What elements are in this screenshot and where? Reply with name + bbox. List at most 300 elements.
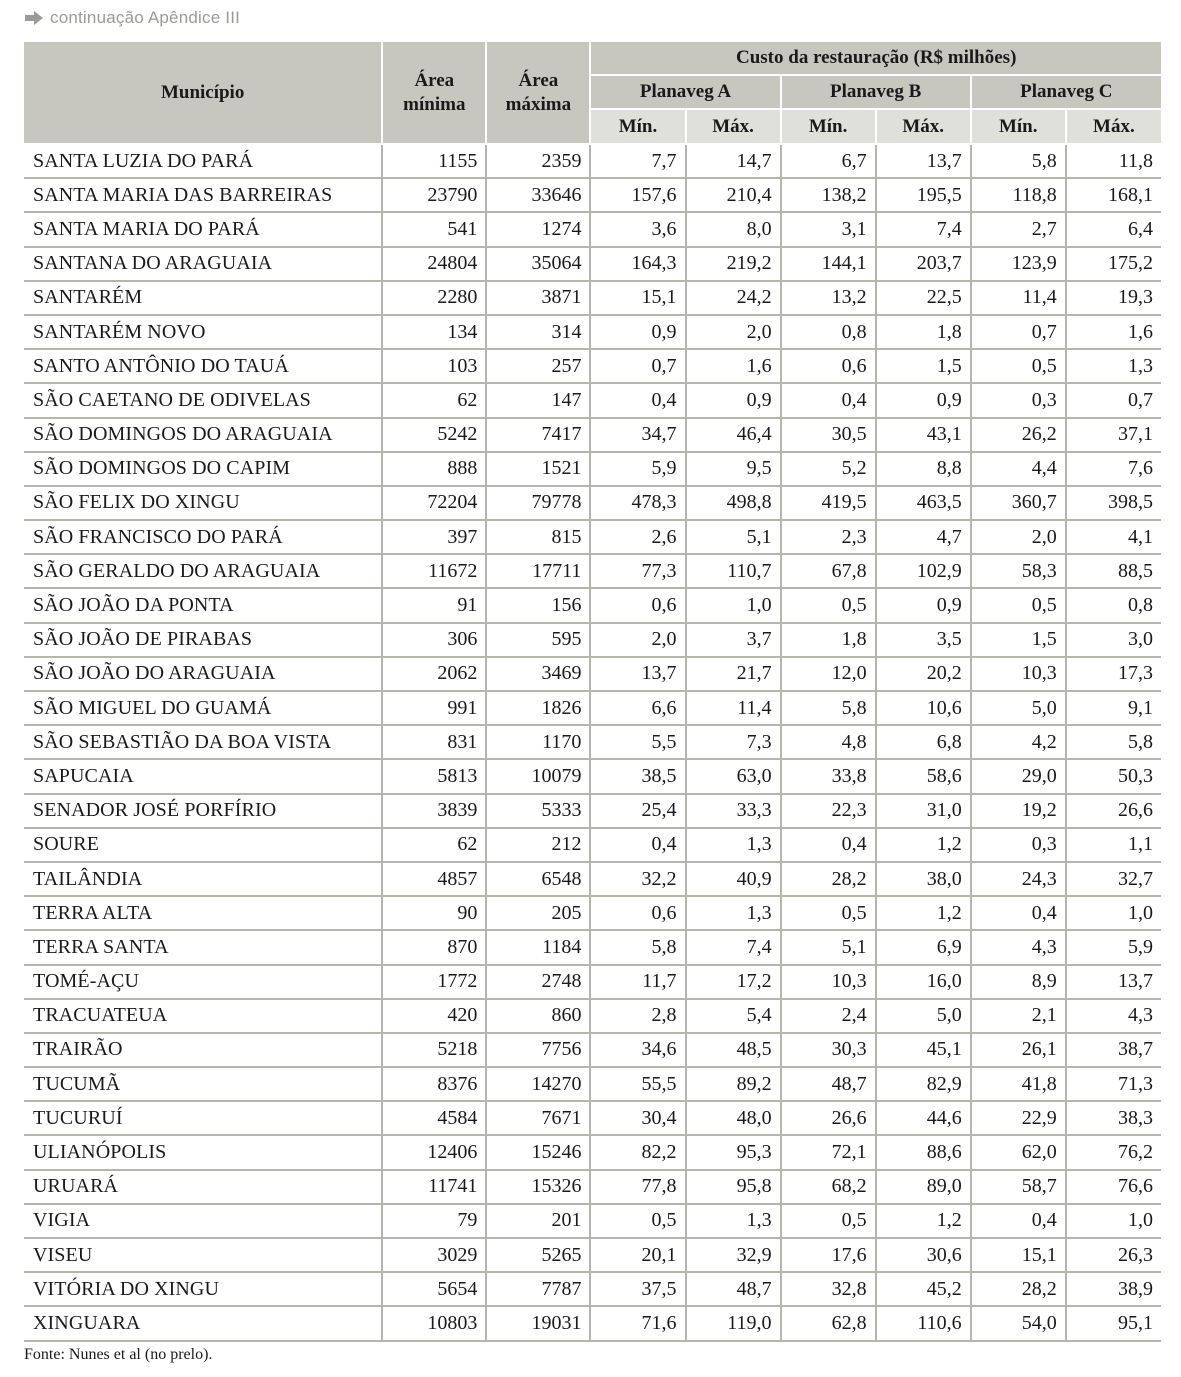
cell-planaveg-b-min: 1,8 xyxy=(781,623,876,657)
cell-planaveg-a-max: 95,3 xyxy=(686,1135,781,1169)
cell-planaveg-c-min: 2,1 xyxy=(971,999,1066,1033)
cell-planaveg-c-min: 10,3 xyxy=(971,657,1066,691)
cell-planaveg-c-max: 76,2 xyxy=(1066,1135,1161,1169)
cell-municipio: SÃO DOMINGOS DO ARAGUAIA xyxy=(24,418,382,452)
cell-planaveg-b-min: 12,0 xyxy=(781,657,876,691)
cell-area-maxima: 201 xyxy=(486,1204,590,1238)
cell-planaveg-a-max: 1,6 xyxy=(686,349,781,383)
header-c-max: Máx. xyxy=(1066,109,1161,144)
cell-planaveg-c-min: 123,9 xyxy=(971,247,1066,281)
cell-planaveg-c-max: 6,4 xyxy=(1066,212,1161,246)
cell-planaveg-c-min: 2,7 xyxy=(971,212,1066,246)
cell-planaveg-b-max: 102,9 xyxy=(876,554,971,588)
cell-planaveg-c-max: 11,8 xyxy=(1066,144,1161,178)
cell-planaveg-a-max: 2,0 xyxy=(686,315,781,349)
cell-area-minima: 12406 xyxy=(382,1135,486,1169)
cell-area-minima: 888 xyxy=(382,452,486,486)
cell-planaveg-b-min: 13,2 xyxy=(781,281,876,315)
cell-planaveg-a-max: 1,3 xyxy=(686,896,781,930)
cell-planaveg-a-max: 17,2 xyxy=(686,965,781,999)
cell-area-minima: 1155 xyxy=(382,144,486,178)
cell-municipio: SÃO JOÃO DA PONTA xyxy=(24,588,382,622)
cell-planaveg-a-min: 478,3 xyxy=(590,486,685,520)
cell-area-maxima: 2748 xyxy=(486,965,590,999)
cell-planaveg-a-max: 48,5 xyxy=(686,1033,781,1067)
header-c-min: Mín. xyxy=(971,109,1066,144)
cell-planaveg-c-min: 15,1 xyxy=(971,1238,1066,1272)
cell-municipio: SANTA MARIA DAS BARREIRAS xyxy=(24,178,382,212)
cell-area-minima: 2062 xyxy=(382,657,486,691)
cell-planaveg-b-min: 67,8 xyxy=(781,554,876,588)
cell-area-maxima: 1184 xyxy=(486,930,590,964)
cell-municipio: VIGIA xyxy=(24,1204,382,1238)
cell-planaveg-a-min: 77,3 xyxy=(590,554,685,588)
cell-planaveg-c-max: 26,6 xyxy=(1066,794,1161,828)
cell-planaveg-a-max: 110,7 xyxy=(686,554,781,588)
cell-area-minima: 8376 xyxy=(382,1067,486,1101)
cell-planaveg-b-min: 5,2 xyxy=(781,452,876,486)
table-row xyxy=(24,520,1161,554)
cell-municipio: SÃO CAETANO DE ODIVELAS xyxy=(24,383,382,417)
cell-planaveg-b-min: 30,3 xyxy=(781,1033,876,1067)
table-body xyxy=(24,144,1161,1341)
table-header xyxy=(24,42,1161,144)
cell-planaveg-a-min: 6,6 xyxy=(590,691,685,725)
cell-planaveg-a-max: 14,7 xyxy=(686,144,781,178)
cell-area-maxima: 212 xyxy=(486,828,590,862)
cell-planaveg-a-min: 30,4 xyxy=(590,1101,685,1135)
cell-planaveg-b-max: 8,8 xyxy=(876,452,971,486)
cell-planaveg-b-max: 45,1 xyxy=(876,1033,971,1067)
cell-area-minima: 5654 xyxy=(382,1272,486,1306)
cell-planaveg-c-max: 13,7 xyxy=(1066,965,1161,999)
cell-planaveg-c-max: 1,0 xyxy=(1066,896,1161,930)
cell-planaveg-a-min: 0,6 xyxy=(590,896,685,930)
cell-planaveg-b-min: 0,4 xyxy=(781,828,876,862)
cell-planaveg-a-min: 2,8 xyxy=(590,999,685,1033)
cell-area-minima: 72204 xyxy=(382,486,486,520)
cell-planaveg-a-min: 2,0 xyxy=(590,623,685,657)
cell-area-maxima: 1274 xyxy=(486,212,590,246)
cell-planaveg-a-max: 8,0 xyxy=(686,212,781,246)
cell-planaveg-a-min: 5,9 xyxy=(590,452,685,486)
header-planaveg-a: Planaveg A xyxy=(590,75,780,109)
cell-planaveg-a-max: 1,3 xyxy=(686,828,781,862)
cell-planaveg-a-max: 11,4 xyxy=(686,691,781,725)
cell-planaveg-c-max: 1,1 xyxy=(1066,828,1161,862)
cell-planaveg-c-min: 4,3 xyxy=(971,930,1066,964)
cell-planaveg-a-min: 82,2 xyxy=(590,1135,685,1169)
cell-planaveg-c-min: 5,8 xyxy=(971,144,1066,178)
cell-planaveg-c-max: 5,8 xyxy=(1066,725,1161,759)
cell-planaveg-c-max: 1,0 xyxy=(1066,1204,1161,1238)
cell-planaveg-c-max: 4,1 xyxy=(1066,520,1161,554)
cell-planaveg-c-min: 0,4 xyxy=(971,1204,1066,1238)
cell-municipio: SÃO DOMINGOS DO CAPIM xyxy=(24,452,382,486)
cell-planaveg-c-min: 24,3 xyxy=(971,862,1066,896)
cell-area-minima: 11672 xyxy=(382,554,486,588)
cell-planaveg-a-min: 0,4 xyxy=(590,383,685,417)
continuation-text: continuação Apêndice III xyxy=(50,8,241,27)
cell-area-maxima: 595 xyxy=(486,623,590,657)
cell-planaveg-b-max: 463,5 xyxy=(876,486,971,520)
cell-planaveg-a-max: 48,0 xyxy=(686,1101,781,1135)
cell-area-maxima: 860 xyxy=(486,999,590,1033)
cell-planaveg-c-max: 38,3 xyxy=(1066,1101,1161,1135)
cell-area-maxima: 6548 xyxy=(486,862,590,896)
cell-planaveg-b-max: 5,0 xyxy=(876,999,971,1033)
cell-planaveg-c-min: 58,7 xyxy=(971,1170,1066,1204)
cell-planaveg-c-min: 58,3 xyxy=(971,554,1066,588)
cell-area-minima: 420 xyxy=(382,999,486,1033)
table-row xyxy=(24,930,1161,964)
cell-planaveg-b-min: 22,3 xyxy=(781,794,876,828)
cell-planaveg-a-max: 210,4 xyxy=(686,178,781,212)
cell-planaveg-b-min: 4,8 xyxy=(781,725,876,759)
cell-planaveg-c-min: 41,8 xyxy=(971,1067,1066,1101)
cell-planaveg-c-max: 71,3 xyxy=(1066,1067,1161,1101)
cell-area-minima: 62 xyxy=(382,828,486,862)
cell-municipio: SENADOR JOSÉ PORFÍRIO xyxy=(24,794,382,828)
table-row xyxy=(24,1067,1161,1101)
cell-planaveg-b-max: 1,8 xyxy=(876,315,971,349)
cell-planaveg-b-min: 0,8 xyxy=(781,315,876,349)
cell-planaveg-a-max: 40,9 xyxy=(686,862,781,896)
cell-planaveg-c-min: 118,8 xyxy=(971,178,1066,212)
cell-planaveg-a-max: 1,3 xyxy=(686,1204,781,1238)
cell-planaveg-a-max: 48,7 xyxy=(686,1272,781,1306)
cell-planaveg-c-min: 28,2 xyxy=(971,1272,1066,1306)
cell-planaveg-c-min: 0,3 xyxy=(971,828,1066,862)
cell-planaveg-a-max: 21,7 xyxy=(686,657,781,691)
cell-area-minima: 23790 xyxy=(382,178,486,212)
cell-area-minima: 103 xyxy=(382,349,486,383)
table-row xyxy=(24,759,1161,793)
cell-municipio: TRAIRÃO xyxy=(24,1033,382,1067)
cell-planaveg-a-min: 7,7 xyxy=(590,144,685,178)
cell-area-minima: 5242 xyxy=(382,418,486,452)
cell-planaveg-c-max: 0,7 xyxy=(1066,383,1161,417)
cell-planaveg-a-max: 33,3 xyxy=(686,794,781,828)
cell-planaveg-c-max: 76,6 xyxy=(1066,1170,1161,1204)
table-row xyxy=(24,554,1161,588)
cell-planaveg-a-max: 498,8 xyxy=(686,486,781,520)
cell-planaveg-c-max: 5,9 xyxy=(1066,930,1161,964)
cell-planaveg-a-min: 0,4 xyxy=(590,828,685,862)
cell-planaveg-a-min: 13,7 xyxy=(590,657,685,691)
cell-planaveg-a-max: 5,4 xyxy=(686,999,781,1033)
cell-municipio: VITÓRIA DO XINGU xyxy=(24,1272,382,1306)
cell-planaveg-b-min: 5,1 xyxy=(781,930,876,964)
table-row xyxy=(24,349,1161,383)
cell-area-minima: 4857 xyxy=(382,862,486,896)
table-row xyxy=(24,657,1161,691)
table-row xyxy=(24,794,1161,828)
table-row xyxy=(24,1170,1161,1204)
cell-planaveg-c-min: 360,7 xyxy=(971,486,1066,520)
cell-planaveg-b-min: 0,5 xyxy=(781,1204,876,1238)
table-row xyxy=(24,1135,1161,1169)
cell-planaveg-c-max: 168,1 xyxy=(1066,178,1161,212)
cell-municipio: SAPUCAIA xyxy=(24,759,382,793)
cell-area-minima: 5218 xyxy=(382,1033,486,1067)
cell-planaveg-b-max: 38,0 xyxy=(876,862,971,896)
cell-planaveg-b-min: 33,8 xyxy=(781,759,876,793)
cell-municipio: URUARÁ xyxy=(24,1170,382,1204)
cell-area-minima: 2280 xyxy=(382,281,486,315)
header-planaveg-b: Planaveg B xyxy=(781,75,971,109)
cell-planaveg-a-min: 11,7 xyxy=(590,965,685,999)
header-area-minima-line1: Área xyxy=(414,69,455,91)
cell-municipio: VISEU xyxy=(24,1238,382,1272)
cell-planaveg-b-max: 3,5 xyxy=(876,623,971,657)
cell-planaveg-a-min: 2,6 xyxy=(590,520,685,554)
cell-area-maxima: 1521 xyxy=(486,452,590,486)
cell-planaveg-a-max: 95,8 xyxy=(686,1170,781,1204)
cell-municipio: SÃO MIGUEL DO GUAMÁ xyxy=(24,691,382,725)
cell-planaveg-a-max: 63,0 xyxy=(686,759,781,793)
cell-area-minima: 831 xyxy=(382,725,486,759)
cell-area-minima: 541 xyxy=(382,212,486,246)
cell-planaveg-a-min: 0,5 xyxy=(590,1204,685,1238)
table-row xyxy=(24,212,1161,246)
table-row xyxy=(24,862,1161,896)
cell-planaveg-b-min: 32,8 xyxy=(781,1272,876,1306)
cell-area-maxima: 815 xyxy=(486,520,590,554)
cell-planaveg-c-min: 54,0 xyxy=(971,1306,1066,1340)
cell-planaveg-c-max: 4,3 xyxy=(1066,999,1161,1033)
cell-planaveg-c-max: 32,7 xyxy=(1066,862,1161,896)
cell-planaveg-c-max: 7,6 xyxy=(1066,452,1161,486)
cell-planaveg-a-min: 20,1 xyxy=(590,1238,685,1272)
cell-municipio: SANTARÉM NOVO xyxy=(24,315,382,349)
cell-planaveg-a-min: 37,5 xyxy=(590,1272,685,1306)
cell-planaveg-b-max: 6,8 xyxy=(876,725,971,759)
cell-planaveg-c-min: 0,7 xyxy=(971,315,1066,349)
cell-area-maxima: 5265 xyxy=(486,1238,590,1272)
cell-area-maxima: 15246 xyxy=(486,1135,590,1169)
cell-municipio: SÃO FELIX DO XINGU xyxy=(24,486,382,520)
cell-planaveg-c-min: 19,2 xyxy=(971,794,1066,828)
table-row xyxy=(24,1272,1161,1306)
cell-area-maxima: 7417 xyxy=(486,418,590,452)
header-a-min: Mín. xyxy=(590,109,685,144)
cell-planaveg-b-min: 138,2 xyxy=(781,178,876,212)
cell-planaveg-a-max: 9,5 xyxy=(686,452,781,486)
cell-area-minima: 11741 xyxy=(382,1170,486,1204)
cell-planaveg-b-min: 30,5 xyxy=(781,418,876,452)
cell-area-maxima: 7756 xyxy=(486,1033,590,1067)
table-row xyxy=(24,315,1161,349)
cell-area-minima: 134 xyxy=(382,315,486,349)
cell-planaveg-c-max: 17,3 xyxy=(1066,657,1161,691)
cell-planaveg-b-min: 3,1 xyxy=(781,212,876,246)
cell-planaveg-b-min: 0,5 xyxy=(781,588,876,622)
cell-planaveg-a-min: 55,5 xyxy=(590,1067,685,1101)
cell-planaveg-b-min: 62,8 xyxy=(781,1306,876,1340)
cell-planaveg-b-min: 10,3 xyxy=(781,965,876,999)
header-custo: Custo da restauração (R$ milhões) xyxy=(590,42,1161,75)
cell-area-minima: 24804 xyxy=(382,247,486,281)
header-area-maxima xyxy=(486,42,590,144)
cell-planaveg-a-min: 0,7 xyxy=(590,349,685,383)
cell-planaveg-b-min: 28,2 xyxy=(781,862,876,896)
cell-area-minima: 5813 xyxy=(382,759,486,793)
cell-planaveg-b-min: 0,6 xyxy=(781,349,876,383)
cell-area-maxima: 5333 xyxy=(486,794,590,828)
cell-planaveg-a-min: 77,8 xyxy=(590,1170,685,1204)
cell-area-maxima: 35064 xyxy=(486,247,590,281)
cell-planaveg-c-min: 26,1 xyxy=(971,1033,1066,1067)
cell-planaveg-c-max: 37,1 xyxy=(1066,418,1161,452)
cell-planaveg-b-max: 45,2 xyxy=(876,1272,971,1306)
cell-planaveg-b-max: 58,6 xyxy=(876,759,971,793)
table-row xyxy=(24,691,1161,725)
cell-municipio: TERRA ALTA xyxy=(24,896,382,930)
cell-planaveg-b-max: 88,6 xyxy=(876,1135,971,1169)
cell-planaveg-b-max: 44,6 xyxy=(876,1101,971,1135)
cell-planaveg-a-max: 0,9 xyxy=(686,383,781,417)
cell-planaveg-a-min: 3,6 xyxy=(590,212,685,246)
cell-planaveg-a-min: 32,2 xyxy=(590,862,685,896)
cell-area-minima: 870 xyxy=(382,930,486,964)
header-municipio: Município xyxy=(24,42,382,144)
cell-municipio: XINGUARA xyxy=(24,1306,382,1340)
cell-planaveg-c-max: 9,1 xyxy=(1066,691,1161,725)
cell-planaveg-c-min: 26,2 xyxy=(971,418,1066,452)
cell-planaveg-b-min: 419,5 xyxy=(781,486,876,520)
cell-area-maxima: 314 xyxy=(486,315,590,349)
cell-municipio: TOMÉ-AÇU xyxy=(24,965,382,999)
cell-planaveg-b-max: 82,9 xyxy=(876,1067,971,1101)
cell-planaveg-b-max: 4,7 xyxy=(876,520,971,554)
table-row xyxy=(24,452,1161,486)
cell-municipio: TAILÂNDIA xyxy=(24,862,382,896)
cell-planaveg-b-max: 1,2 xyxy=(876,828,971,862)
cell-municipio: SOURE xyxy=(24,828,382,862)
cell-planaveg-c-max: 95,1 xyxy=(1066,1306,1161,1340)
cell-area-maxima: 19031 xyxy=(486,1306,590,1340)
header-area-minima xyxy=(382,42,486,144)
cell-area-maxima: 257 xyxy=(486,349,590,383)
cell-planaveg-c-min: 0,5 xyxy=(971,349,1066,383)
table-row xyxy=(24,896,1161,930)
cell-planaveg-b-min: 26,6 xyxy=(781,1101,876,1135)
table-row xyxy=(24,588,1161,622)
cell-planaveg-a-max: 89,2 xyxy=(686,1067,781,1101)
cell-planaveg-c-max: 38,9 xyxy=(1066,1272,1161,1306)
cell-planaveg-b-max: 13,7 xyxy=(876,144,971,178)
cell-planaveg-b-max: 30,6 xyxy=(876,1238,971,1272)
cell-planaveg-b-max: 43,1 xyxy=(876,418,971,452)
cell-planaveg-c-min: 11,4 xyxy=(971,281,1066,315)
table-row xyxy=(24,144,1161,178)
table-row xyxy=(24,965,1161,999)
header-b-max: Máx. xyxy=(876,109,971,144)
cell-planaveg-b-min: 48,7 xyxy=(781,1067,876,1101)
cell-area-maxima: 3871 xyxy=(486,281,590,315)
table-row xyxy=(24,828,1161,862)
cell-area-maxima: 17711 xyxy=(486,554,590,588)
table-row xyxy=(24,725,1161,759)
cell-planaveg-b-min: 2,4 xyxy=(781,999,876,1033)
cell-area-maxima: 33646 xyxy=(486,178,590,212)
cell-planaveg-b-max: 203,7 xyxy=(876,247,971,281)
cell-planaveg-a-max: 7,3 xyxy=(686,725,781,759)
cell-planaveg-b-min: 6,7 xyxy=(781,144,876,178)
cell-area-maxima: 156 xyxy=(486,588,590,622)
cell-area-maxima: 1170 xyxy=(486,725,590,759)
cell-planaveg-c-max: 0,8 xyxy=(1066,588,1161,622)
cell-planaveg-a-min: 34,7 xyxy=(590,418,685,452)
cell-municipio: ULIANÓPOLIS xyxy=(24,1135,382,1169)
cell-planaveg-a-max: 1,0 xyxy=(686,588,781,622)
header-area-minima-line2: mínima xyxy=(403,93,466,115)
cell-planaveg-b-max: 10,6 xyxy=(876,691,971,725)
cell-planaveg-c-min: 2,0 xyxy=(971,520,1066,554)
cell-municipio: SANTA LUZIA DO PARÁ xyxy=(24,144,382,178)
cell-planaveg-a-max: 32,9 xyxy=(686,1238,781,1272)
cell-planaveg-b-min: 5,8 xyxy=(781,691,876,725)
cell-planaveg-a-min: 34,6 xyxy=(590,1033,685,1067)
cell-area-minima: 79 xyxy=(382,1204,486,1238)
cell-area-maxima: 7787 xyxy=(486,1272,590,1306)
cell-planaveg-b-min: 0,4 xyxy=(781,383,876,417)
cell-planaveg-b-min: 144,1 xyxy=(781,247,876,281)
cell-planaveg-b-max: 0,9 xyxy=(876,383,971,417)
cell-planaveg-b-max: 110,6 xyxy=(876,1306,971,1340)
source-note: Fonte: Nunes et al (no prelo). xyxy=(24,1346,213,1363)
cell-planaveg-a-max: 7,4 xyxy=(686,930,781,964)
restoration-cost-table xyxy=(24,42,1161,1342)
cell-municipio: SANTA MARIA DO PARÁ xyxy=(24,212,382,246)
header-b-min: Mín. xyxy=(781,109,876,144)
cell-planaveg-a-min: 71,6 xyxy=(590,1306,685,1340)
cell-planaveg-a-max: 3,7 xyxy=(686,623,781,657)
table-row xyxy=(24,1101,1161,1135)
cell-municipio: TERRA SANTA xyxy=(24,930,382,964)
cell-municipio: SÃO GERALDO DO ARAGUAIA xyxy=(24,554,382,588)
header-planaveg-c: Planaveg C xyxy=(971,75,1161,109)
cell-planaveg-a-max: 219,2 xyxy=(686,247,781,281)
cell-planaveg-c-min: 29,0 xyxy=(971,759,1066,793)
table-row xyxy=(24,247,1161,281)
cell-planaveg-b-max: 1,2 xyxy=(876,896,971,930)
cell-area-minima: 91 xyxy=(382,588,486,622)
cell-area-minima: 306 xyxy=(382,623,486,657)
cell-planaveg-c-min: 22,9 xyxy=(971,1101,1066,1135)
cell-planaveg-c-max: 50,3 xyxy=(1066,759,1161,793)
cell-planaveg-a-max: 24,2 xyxy=(686,281,781,315)
cell-area-maxima: 1826 xyxy=(486,691,590,725)
cell-municipio: TRACUATEUA xyxy=(24,999,382,1033)
cell-planaveg-b-max: 89,0 xyxy=(876,1170,971,1204)
cell-municipio: SÃO JOÃO DE PIRABAS xyxy=(24,623,382,657)
cell-planaveg-b-max: 22,5 xyxy=(876,281,971,315)
table-row xyxy=(24,178,1161,212)
arrow-right-icon xyxy=(24,10,44,26)
header-a-max: Máx. xyxy=(686,109,781,144)
cell-planaveg-a-min: 15,1 xyxy=(590,281,685,315)
cell-planaveg-a-max: 119,0 xyxy=(686,1306,781,1340)
cell-planaveg-c-max: 175,2 xyxy=(1066,247,1161,281)
cell-area-maxima: 10079 xyxy=(486,759,590,793)
cell-planaveg-c-max: 19,3 xyxy=(1066,281,1161,315)
cell-municipio: SÃO JOÃO DO ARAGUAIA xyxy=(24,657,382,691)
cell-area-maxima: 2359 xyxy=(486,144,590,178)
cell-planaveg-b-min: 0,5 xyxy=(781,896,876,930)
cell-planaveg-a-min: 0,9 xyxy=(590,315,685,349)
